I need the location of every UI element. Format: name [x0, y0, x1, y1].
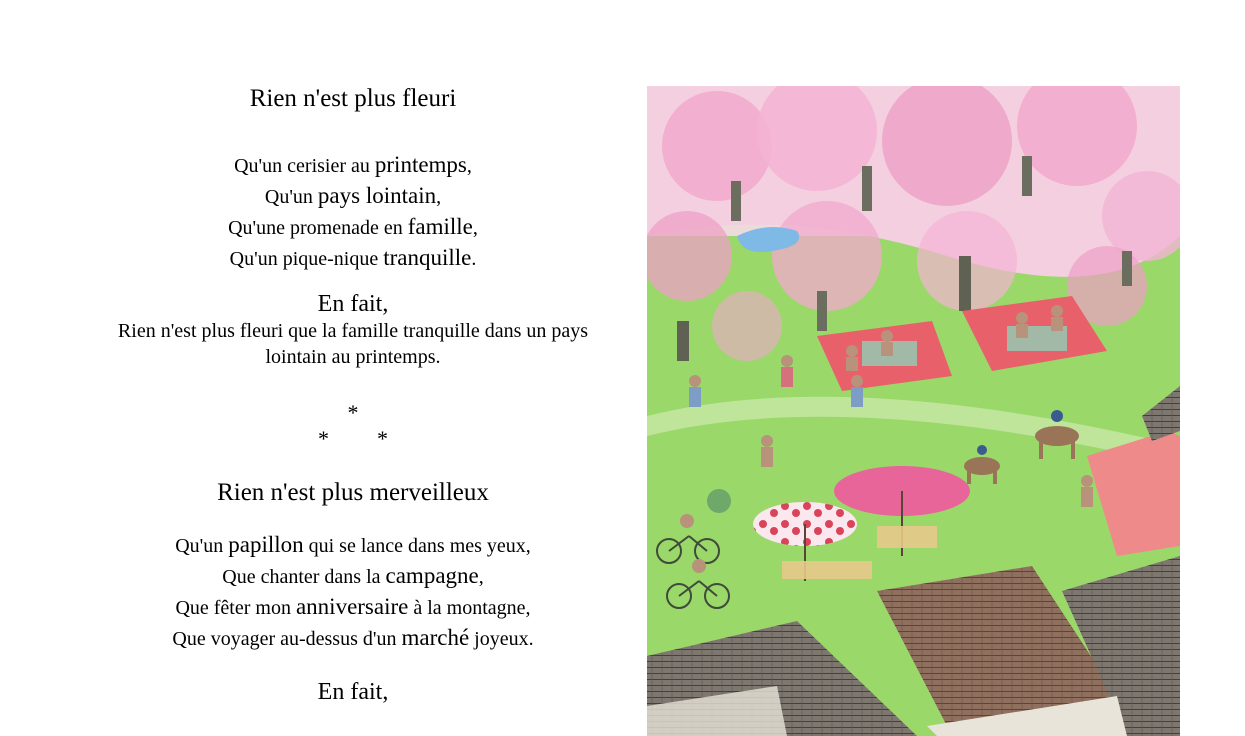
- stanza2-line-1: Qu'un papillon qui se lance dans mes yeux,: [175, 532, 531, 557]
- separator-star-right: *: [377, 426, 388, 451]
- stanza1-line-1: Qu'un cerisier au printemps,: [234, 152, 472, 177]
- stanza1-en-fait: En fait,: [317, 291, 389, 317]
- stanza2-line-3: Que fêter mon anniversaire à la montagne,: [175, 594, 531, 619]
- stanza2-title: Rien n'est plus merveilleux: [217, 479, 489, 506]
- stanza1-line-3: Qu'une promenade en famille,: [228, 214, 478, 239]
- separator-star-left: *: [318, 426, 329, 451]
- separator-star-top: *: [347, 400, 359, 425]
- stanza1-line-4: Qu'un pique-nique tranquille.: [229, 245, 477, 270]
- park-illustration: [647, 86, 1180, 736]
- poem: [90, 84, 616, 706]
- stanza1-title: Rien n'est plus fleuri: [249, 85, 457, 112]
- stanza2-en-fait: En fait,: [317, 679, 389, 705]
- park-illustration-svg: [647, 86, 1180, 736]
- stanza1-summary: Rien n'est plus fleuri que la famille tranquille dans un pays lointain au printemps.: [117, 320, 589, 368]
- stanza1-line-2: Qu'un pays lointain,: [264, 183, 442, 208]
- stanza2-line-2: Que chanter dans la campagne,: [222, 563, 484, 588]
- star-separator: [90, 400, 616, 452]
- stanza2-line-4: Que voyager au-dessus d'un marché joyeux.: [172, 625, 534, 650]
